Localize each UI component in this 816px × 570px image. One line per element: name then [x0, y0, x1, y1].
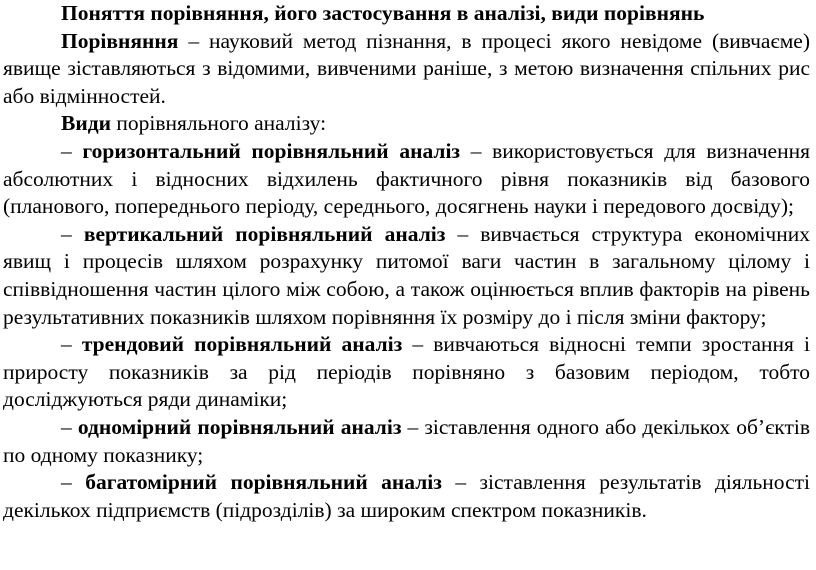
- type-text: – вивчається структура економічних явищ і процесів шляхом розрахунку питомої ваги частин в загальному цілому і співвідношення частин цілого між собою, а також оцінюється вплив факторів на рівень результативних показників шляхом порівняння їх розміру до і після зміни фактору;: [3, 221, 811, 329]
- type-term: багатомірний порівняльний аналіз: [85, 470, 442, 495]
- type-text: – вивчаються відносні темпи зростання і приросту показників за рід періодів порівняно з базовим періодом, тобто досліджуються ряди динаміки;: [3, 332, 811, 412]
- page-title: Поняття порівняння, його застосування в аналізі, види порівнянь: [61, 1, 705, 25]
- definition-text: – науковий метод пізнання, в процесі якого невідоме (вивчаєме) явище зіставляються з відомими, вивченими раніше, з метою визначення спільних рис або відмінностей.: [3, 28, 810, 108]
- type-term: горизонтальний порівняльний аналіз: [82, 138, 461, 163]
- definition-term: Порівняння: [61, 28, 179, 53]
- list-dash: –: [61, 332, 82, 357]
- type-item-onedimensional: [3, 414, 810, 469]
- type-item-vertical: [3, 221, 810, 331]
- type-term: вертикальний порівняльний аналіз: [83, 221, 446, 246]
- types-intro-text: порівняльного аналізу:: [111, 111, 327, 136]
- type-item-multidimensional: [3, 469, 810, 524]
- definition-paragraph: [3, 28, 810, 111]
- type-term: трендовий порівняльний аналіз: [81, 332, 403, 357]
- list-dash: –: [61, 221, 84, 246]
- type-item-horizontal: [3, 138, 810, 221]
- type-text: – зіставлення результатів діяльності декількох підприємств (підрозділів) за широким спектром показників.: [3, 470, 810, 522]
- list-dash: –: [61, 470, 86, 495]
- list-dash: –: [61, 138, 83, 163]
- type-item-trend: [3, 331, 810, 414]
- type-text: – зіставлення одного або декількох об’єктів по одному показнику;: [3, 414, 810, 467]
- type-text: – використовується для визначення абсолютних і відносних відхилень фактичного рівня показників від базового (планового, попереднього періоду, середнього, досягнень науки і передового досвіду);: [3, 138, 811, 219]
- type-term: одномірний порівняльний аналіз: [77, 414, 402, 439]
- list-dash: –: [61, 414, 78, 439]
- types-intro-paragraph: [3, 110, 810, 138]
- types-intro-term: Види: [61, 111, 111, 136]
